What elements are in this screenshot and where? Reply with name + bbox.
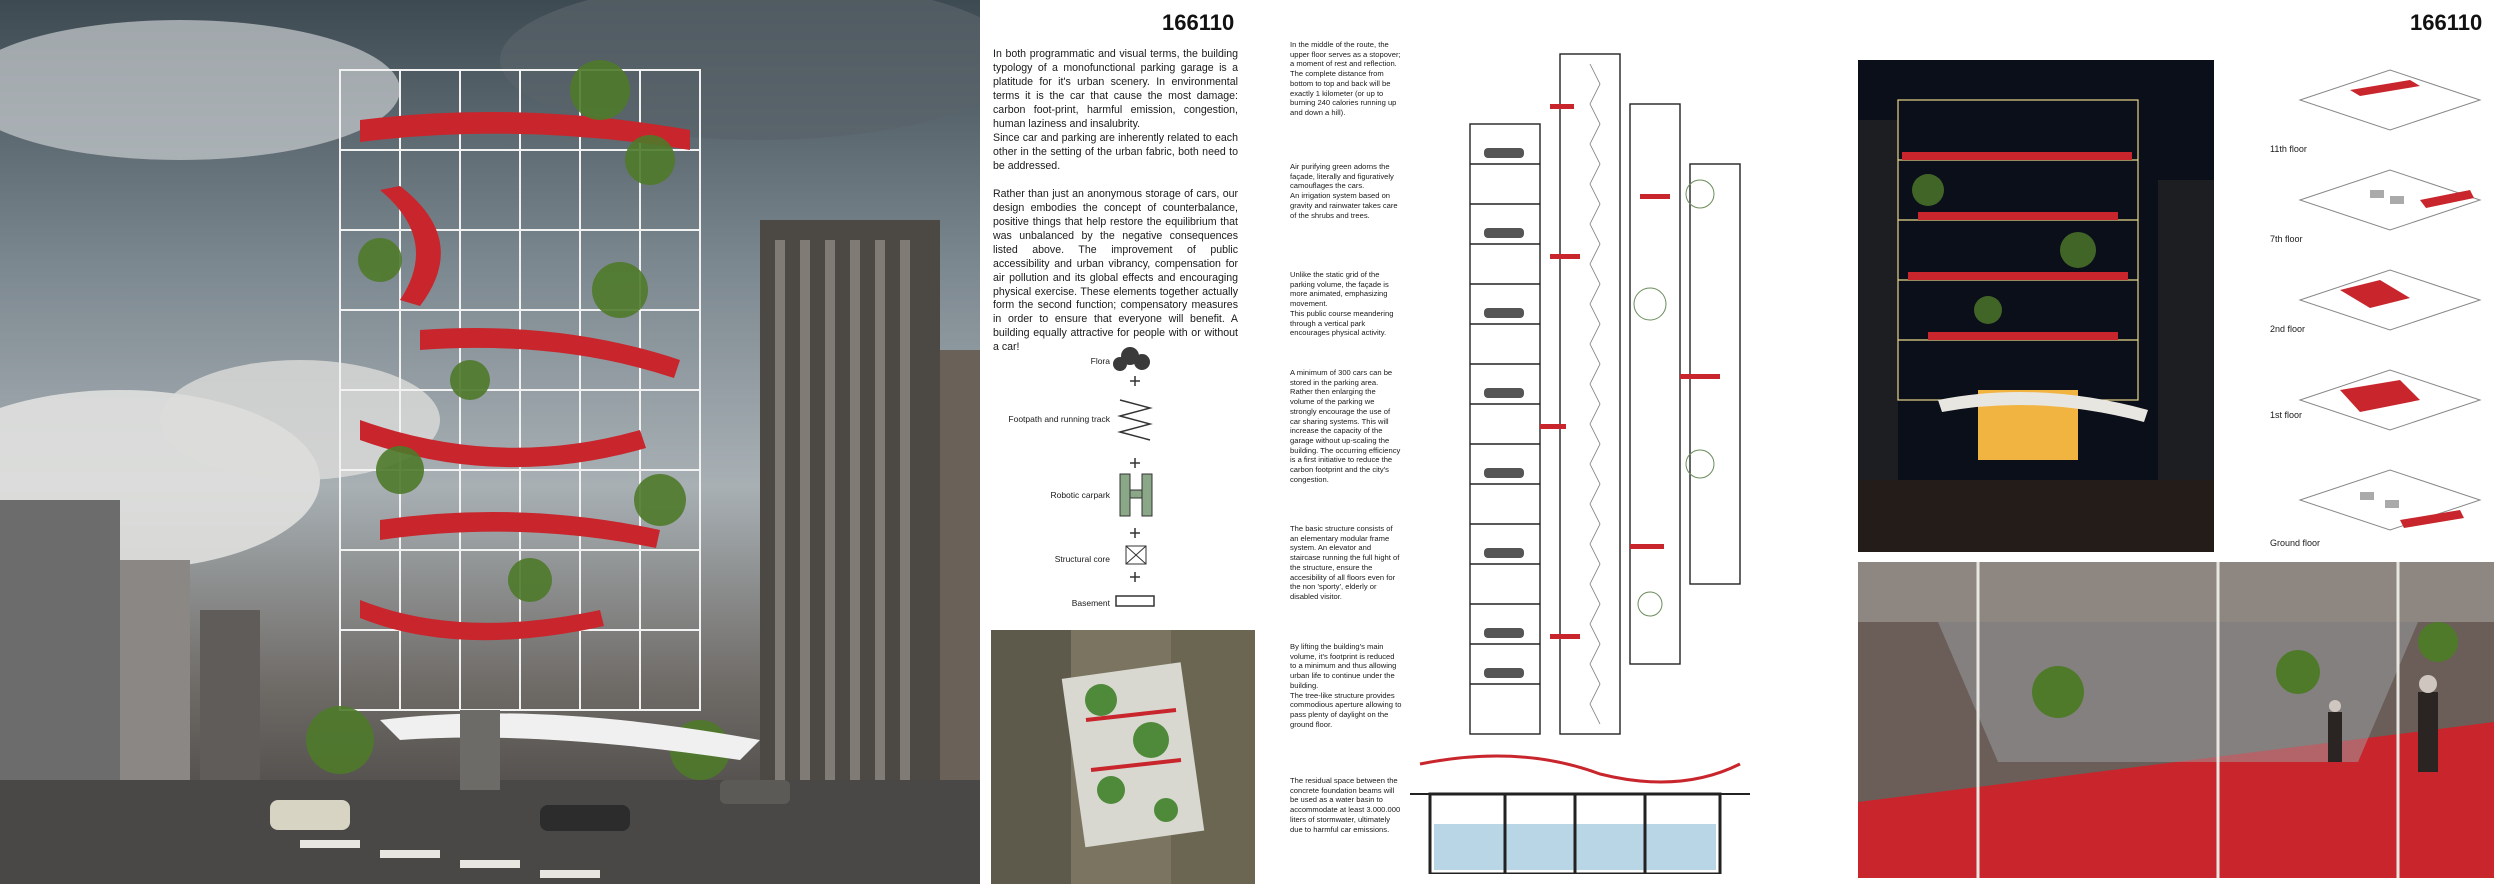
note-lifted-volume: By lifting the building's main volume, it's footprint is reduced to a minimum and thus allowing urban life to continue under the building. The tree-like structure provides commodious aperture allowing to pass plenty of daylight on the ground floor. bbox=[1290, 642, 1402, 729]
flora-icon bbox=[1113, 347, 1150, 371]
note-water-basin: The residual space between the concrete foundation beams will be used as a water basin to accommodate at least 3.000.000 liters of stormwater, ultimately due to harmful car emissions. bbox=[1290, 776, 1401, 834]
plus-icon bbox=[1130, 376, 1140, 386]
aerial-view-image bbox=[991, 630, 1255, 884]
night-illustration bbox=[1858, 60, 2214, 552]
basement-icon bbox=[1116, 596, 1154, 606]
floor-label-2nd: 2nd floor bbox=[2270, 324, 2306, 334]
floor-plans-illustration bbox=[2240, 60, 2500, 560]
section-illustration bbox=[1400, 44, 1760, 874]
entry-id-left: 166110 bbox=[1162, 10, 1235, 35]
layer-label-footpath: Footpath and running track bbox=[1008, 414, 1110, 424]
floor-plans-axonometric bbox=[2240, 60, 2500, 560]
layer-label-carpark: Robotic carpark bbox=[1050, 490, 1110, 500]
floor-label-ground: Ground floor bbox=[2270, 538, 2321, 548]
layers-diagram bbox=[990, 340, 1220, 620]
night-rendering bbox=[1858, 60, 2214, 552]
intro-paragraph: Rather than just an anonymous storage of cars, our design embodies the concept of counterbalance, positive things that help restore the equilibrium that was unbalanced by the negative consequences listed above. The improvement of public accessibility and urban vibrancy, compensation for air pollution and its global effects and encouraging physical exercise. These elements together actually form the second function; compensatory measures in order to ensure that everyone will benefit. A building equally attractive for people with or without a car! bbox=[993, 187, 1238, 354]
layers-icons bbox=[990, 340, 1220, 620]
plus-icon bbox=[1130, 528, 1140, 538]
carpark-icon bbox=[1120, 474, 1152, 516]
building-section-drawing bbox=[1400, 44, 1760, 874]
floor-label-11th: 11th floor bbox=[2270, 144, 2307, 154]
core-icon bbox=[1126, 546, 1146, 564]
note-structure: The basic structure consists of an elementary modular frame system. An elevator and staircase running the full hight of the structure, ensure the accesibility of all floors even for the non 'sporty', elderly or disabled visitor. bbox=[1290, 524, 1400, 602]
note-green-facade: Air purifying green adorns the façade, literally and figuratively camouflages the cars. An irrigation system based on gravity and rainwater takes care of the shrubs and trees. bbox=[1290, 162, 1398, 220]
layer-label-core: Structural core bbox=[1054, 554, 1110, 564]
layer-label-basement: Basement bbox=[1071, 598, 1110, 608]
main-rendering bbox=[0, 0, 980, 884]
floor-label-1st: 1st floor bbox=[2270, 410, 2303, 420]
intro-paragraph: In both programmatic and visual terms, the building typology of a monofunctional parking garage is a platitude for it's urban scenery. In environmental terms it is the car that cause the most damage: carbon foot-print, harmful emission, congestion, human laziness and insalubrity. Since car and parking are inherently related to each other in the setting of the urban fabric, both need to be addressed. bbox=[993, 48, 1238, 172]
plus-icon bbox=[1130, 572, 1140, 582]
hero-illustration bbox=[0, 0, 980, 884]
note-stopover: In the middle of the route, the upper floor serves as a stopover; a moment of rest and reflection. The complete distance from bottom to top and back will be exactly 1 kilometer (or up to burning 240 calories running up and down a hill). bbox=[1290, 40, 1401, 118]
floor-label-7th: 7th floor bbox=[2270, 234, 2303, 244]
aerial-illustration bbox=[991, 630, 1255, 884]
intro-text bbox=[993, 48, 1238, 369]
plus-icon bbox=[1130, 458, 1140, 468]
note-animated-facade: Unlike the static grid of the parking volume, the façade is more animated, emphasizing movement. This public course meandering through a vertical park encourages physical activity. bbox=[1290, 270, 1394, 338]
interior-illustration bbox=[1858, 562, 2494, 878]
entry-id-right: 166110 bbox=[2410, 10, 2483, 35]
layer-label-flora: Flora bbox=[1090, 356, 1110, 366]
interior-rendering bbox=[1858, 562, 2494, 878]
note-parking-capacity: A minimum of 300 cars can be stored in the parking area. Rather then enlarging the volume of the parking we strongly encourage the use of car sharing systems. This will increase the capacity of the garage without up-scaling the building. The occurring efficiency is a first initiative to reduce the carbon footprint and the city's congestion. bbox=[1290, 368, 1401, 484]
zigzag-track-icon bbox=[1120, 400, 1150, 440]
